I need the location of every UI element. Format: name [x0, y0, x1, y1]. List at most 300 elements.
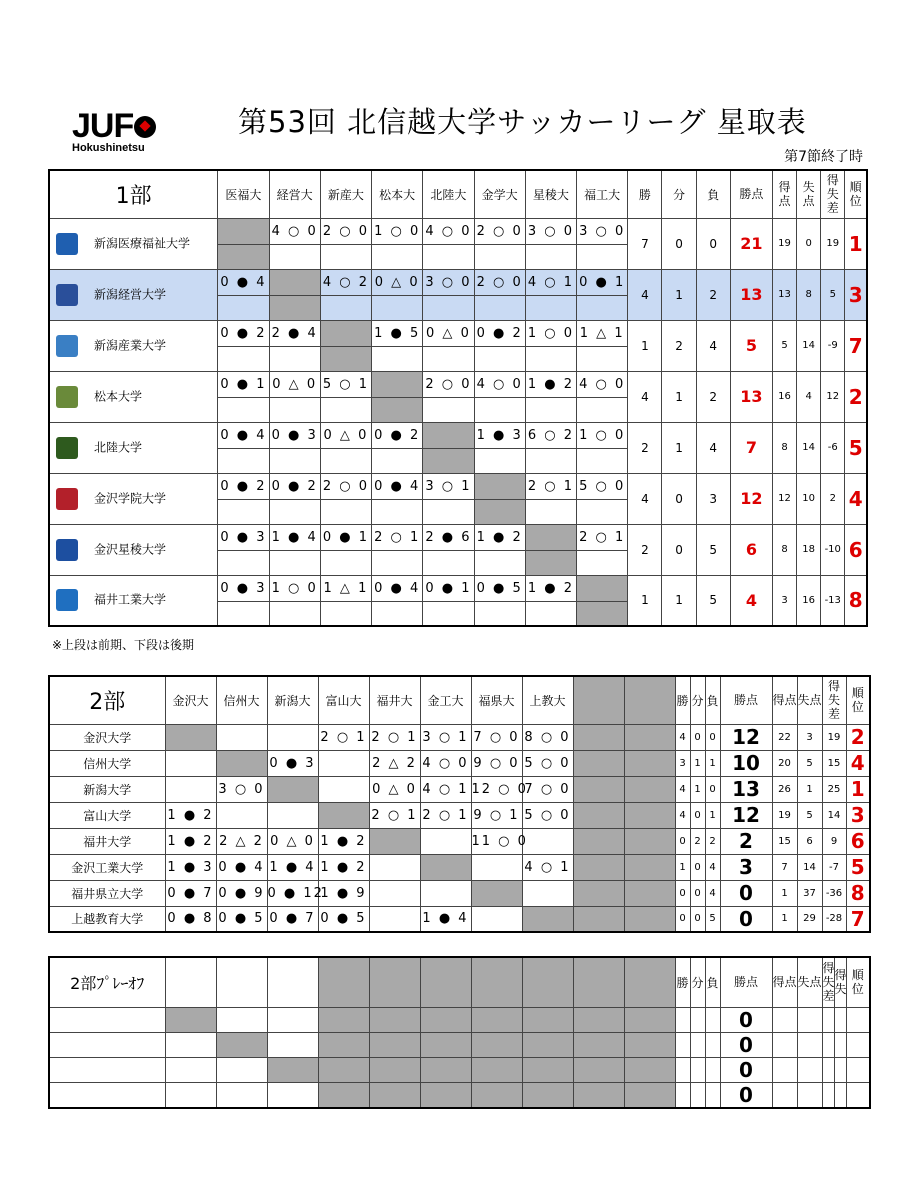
score-cell-first-half: 0 △ 0	[372, 269, 423, 295]
points-cell: 13	[720, 776, 772, 802]
losses-cell: 5	[696, 575, 730, 626]
blank-match-cell	[573, 880, 624, 906]
score-cell: 1 ● 4	[267, 854, 318, 880]
goals-against-cell: 5	[797, 802, 822, 828]
score-cell-second-half	[423, 244, 474, 269]
stat-header: 勝点	[720, 676, 772, 724]
score-cell-first-half: 2 ○ 0	[423, 371, 474, 397]
score-cell	[267, 1082, 318, 1108]
note-text: ※上段は前期、下段は後期	[52, 638, 195, 652]
points-cell: 12	[720, 802, 772, 828]
score-cell-second-half	[423, 397, 474, 422]
goal-difference-cell: 15	[822, 750, 846, 776]
blank-match-cell	[573, 828, 624, 854]
column-header	[165, 957, 216, 1007]
score-cell	[216, 724, 267, 750]
self-match-cell	[269, 295, 320, 320]
column-header	[624, 676, 675, 724]
points-cell: 5	[730, 320, 772, 371]
score-cell-first-half: 0 ● 5	[474, 575, 525, 601]
score-cell-first-half: 3 ○ 1	[423, 473, 474, 499]
goals-against-cell: 3	[797, 724, 822, 750]
score-cell-second-half	[320, 244, 371, 269]
rank-cell: 4	[846, 750, 870, 776]
team-emblem-icon	[56, 589, 78, 611]
losses-cell: 4	[696, 320, 730, 371]
self-match-cell	[372, 397, 423, 422]
score-cell-first-half: 6 ○ 2	[525, 422, 576, 448]
playoff-table	[48, 956, 871, 1109]
column-header: 金工大	[420, 676, 471, 724]
score-cell-first-half: 4 ○ 2	[320, 269, 371, 295]
team-name-cell	[49, 218, 218, 269]
division1-header-row	[49, 170, 867, 218]
goals-for-cell: 19	[772, 802, 797, 828]
score-cell-second-half	[525, 346, 576, 371]
rank-cell: 8	[846, 880, 870, 906]
goals-for-cell: 5	[772, 320, 796, 371]
goal-difference-cell	[822, 1032, 834, 1057]
wins-cell: 0	[675, 828, 690, 854]
team-emblem-icon	[56, 488, 78, 510]
stat-header: 勝	[628, 170, 662, 218]
score-cell: 0 ● 12	[267, 880, 318, 906]
score-cell-second-half	[423, 601, 474, 626]
self-match-cell	[269, 269, 320, 295]
score-cell: 0 ● 5	[318, 906, 369, 932]
score-cell: 2 ○ 1	[369, 802, 420, 828]
column-header: 福井大	[369, 676, 420, 724]
score-cell-first-half: 3 ○ 0	[423, 269, 474, 295]
table-row	[49, 750, 870, 776]
score-cell	[522, 880, 573, 906]
score-cell-second-half	[218, 346, 269, 371]
losses-cell: 0	[696, 218, 730, 269]
blank-match-cell	[369, 1007, 420, 1032]
goals-for-cell: 13	[772, 269, 796, 320]
score-cell-second-half	[269, 397, 320, 422]
goals-for-cell	[772, 1057, 797, 1082]
column-header	[522, 957, 573, 1007]
points-cell: 6	[730, 524, 772, 575]
table-row	[49, 880, 870, 906]
self-match-cell	[474, 473, 525, 499]
wins-cell: 1	[628, 320, 662, 371]
rank-cell: 1	[845, 218, 867, 269]
team-emblem-icon	[56, 284, 78, 306]
column-header: 医福大	[218, 170, 269, 218]
wins-cell: 4	[628, 473, 662, 524]
goal-difference-cell: -9	[821, 320, 845, 371]
goals-for-cell	[772, 1007, 797, 1032]
goals-against-cell	[797, 1057, 822, 1082]
rank-cell: 5	[846, 854, 870, 880]
score-cell-first-half: 0 ● 1	[423, 575, 474, 601]
score-cell-first-half: 0 ● 1	[320, 524, 371, 550]
table-row	[49, 269, 867, 295]
draws-cell: 0	[690, 906, 705, 932]
stat-header: 順位	[846, 676, 870, 724]
score-cell-first-half: 1 ● 5	[372, 320, 423, 346]
score-cell-second-half	[474, 448, 525, 473]
division1-label: 1部	[49, 170, 218, 218]
rank-cell: 6	[846, 828, 870, 854]
goal-difference-cell: -10	[821, 524, 845, 575]
self-match-cell	[320, 320, 371, 346]
goals-against-cell: 5	[797, 750, 822, 776]
stat-header: 得失差	[821, 170, 845, 218]
score-cell: 5 ○ 0	[522, 750, 573, 776]
score-cell-second-half	[269, 244, 320, 269]
column-header: 新潟大	[267, 676, 318, 724]
score-cell	[420, 828, 471, 854]
score-cell-first-half: 4 ○ 0	[577, 371, 628, 397]
score-cell-first-half: 0 △ 0	[269, 371, 320, 397]
score-cell: 8 ○ 0	[522, 724, 573, 750]
score-cell-second-half	[218, 499, 269, 524]
score-cell-first-half: 0 ● 4	[218, 269, 269, 295]
rank-cell: 2	[846, 724, 870, 750]
score-cell-second-half	[525, 601, 576, 626]
score-cell: 1 ● 2	[318, 828, 369, 854]
goal-difference-cell	[822, 1082, 834, 1108]
score-cell-first-half: 1 ● 4	[269, 524, 320, 550]
team-name: 信州大学	[49, 750, 165, 776]
score-cell-second-half	[320, 397, 371, 422]
blank-match-cell	[522, 1032, 573, 1057]
losses-cell: 4	[696, 422, 730, 473]
column-header	[216, 957, 267, 1007]
blank-match-cell	[624, 1007, 675, 1032]
score-cell-second-half	[577, 397, 628, 422]
score-cell-second-half	[525, 295, 576, 320]
blank-match-cell	[267, 1057, 318, 1082]
draws-cell: 1	[690, 776, 705, 802]
score-cell-first-half: 0 ● 2	[269, 473, 320, 499]
column-header: 信州大	[216, 676, 267, 724]
points-cell: 10	[720, 750, 772, 776]
team-name	[49, 1082, 165, 1108]
logo-subtext: Hokushinetsu	[72, 142, 145, 154]
score-cell-second-half	[525, 448, 576, 473]
score-cell: 3 ○ 0	[216, 776, 267, 802]
losses-cell: 2	[696, 269, 730, 320]
blank-match-cell	[573, 802, 624, 828]
team-name: 新潟大学	[49, 776, 165, 802]
self-match-cell	[474, 499, 525, 524]
stat-header: 分	[662, 170, 696, 218]
blank-match-cell	[369, 1057, 420, 1082]
goal-difference-cell: 5	[821, 269, 845, 320]
team-name	[49, 1032, 165, 1057]
score-cell: 0 ● 4	[216, 854, 267, 880]
score-cell-second-half	[372, 499, 423, 524]
score-cell	[216, 1057, 267, 1082]
blank-match-cell	[522, 1057, 573, 1082]
team-name: 金沢工業大学	[49, 854, 165, 880]
score-cell-second-half	[372, 295, 423, 320]
blank-match-cell	[624, 750, 675, 776]
column-header: 富山大	[318, 676, 369, 724]
losses-cell: 5	[696, 524, 730, 575]
score-cell-first-half: 1 ● 2	[525, 371, 576, 397]
blank-match-cell	[624, 880, 675, 906]
draws-cell: 0	[662, 218, 696, 269]
rank-cell: 5	[845, 422, 867, 473]
draws-cell: 1	[662, 269, 696, 320]
team-name: 上越教育大学	[49, 906, 165, 932]
points-cell: 2	[720, 828, 772, 854]
points-cell: 7	[730, 422, 772, 473]
points-cell: 0	[720, 1032, 772, 1057]
wins-cell	[675, 1057, 690, 1082]
score-cell-second-half	[474, 244, 525, 269]
blank-match-cell	[624, 724, 675, 750]
goals-for-cell: 26	[772, 776, 797, 802]
score-cell-second-half	[577, 499, 628, 524]
wins-cell	[675, 1032, 690, 1057]
table-row	[49, 828, 870, 854]
wins-cell: 4	[675, 802, 690, 828]
team-name: 新潟経営大学	[94, 287, 167, 301]
column-header: 福県大	[471, 676, 522, 724]
losses-cell: 4	[705, 880, 720, 906]
goal-difference-cell	[834, 1082, 846, 1108]
blank-match-cell	[624, 854, 675, 880]
team-name-cell	[49, 473, 218, 524]
score-cell	[165, 1057, 216, 1082]
column-header: 金学大	[474, 170, 525, 218]
ball-icon	[134, 116, 156, 138]
score-cell	[318, 776, 369, 802]
score-cell	[369, 854, 420, 880]
self-match-cell	[320, 346, 371, 371]
goal-difference-cell: 25	[822, 776, 846, 802]
self-match-cell	[577, 601, 628, 626]
points-cell: 0	[720, 1082, 772, 1108]
stat-header: 勝点	[720, 957, 772, 1007]
score-cell-first-half: 0 △ 0	[423, 320, 474, 346]
self-match-cell	[577, 575, 628, 601]
score-cell-second-half	[320, 499, 371, 524]
blank-match-cell	[165, 724, 216, 750]
score-cell-second-half	[320, 601, 371, 626]
goals-against-cell: 4	[797, 371, 821, 422]
goals-against-cell: 29	[797, 906, 822, 932]
blank-match-cell	[267, 776, 318, 802]
division2-table	[48, 675, 871, 933]
blank-match-cell	[624, 828, 675, 854]
score-cell-second-half	[474, 601, 525, 626]
score-cell: 0 △ 0	[267, 828, 318, 854]
score-cell-second-half	[474, 346, 525, 371]
losses-cell: 1	[705, 750, 720, 776]
score-cell	[369, 880, 420, 906]
wins-cell: 4	[675, 776, 690, 802]
score-cell: 2 ○ 1	[420, 802, 471, 828]
team-emblem-icon	[56, 539, 78, 561]
goals-for-cell: 8	[772, 422, 796, 473]
blank-match-cell	[522, 906, 573, 932]
score-cell-first-half: 0 ● 4	[218, 422, 269, 448]
goals-against-cell	[797, 1032, 822, 1057]
goals-for-cell: 8	[772, 524, 796, 575]
losses-cell: 5	[705, 906, 720, 932]
goal-difference-cell: -7	[822, 854, 846, 880]
draws-cell: 2	[662, 320, 696, 371]
score-cell-first-half: 0 ● 2	[218, 473, 269, 499]
blank-match-cell	[624, 1032, 675, 1057]
blank-match-cell	[573, 906, 624, 932]
table-row	[49, 776, 870, 802]
score-cell: 1 ● 9	[318, 880, 369, 906]
score-cell-first-half: 0 △ 0	[320, 422, 371, 448]
score-cell-first-half: 1 ○ 0	[525, 320, 576, 346]
score-cell-second-half	[320, 550, 371, 575]
score-cell-second-half	[423, 499, 474, 524]
stat-header: 得失差	[822, 957, 834, 1007]
team-name: 北陸大学	[94, 440, 143, 454]
self-match-cell	[218, 218, 269, 244]
draws-cell: 1	[662, 575, 696, 626]
wins-cell: 1	[675, 854, 690, 880]
score-cell: 7 ○ 0	[471, 724, 522, 750]
score-cell-first-half: 0 ● 2	[372, 422, 423, 448]
draws-cell: 0	[690, 854, 705, 880]
score-cell: 1 ● 2	[165, 828, 216, 854]
score-cell-first-half: 4 ○ 0	[474, 371, 525, 397]
rank-cell: 6	[845, 524, 867, 575]
score-cell	[216, 1007, 267, 1032]
draws-cell	[690, 1057, 705, 1082]
blank-match-cell	[420, 1082, 471, 1108]
goals-against-cell	[797, 1082, 822, 1108]
self-match-cell	[423, 422, 474, 448]
self-match-cell	[525, 550, 576, 575]
wins-cell: 0	[675, 906, 690, 932]
score-cell-first-half: 4 ○ 0	[423, 218, 474, 244]
team-name: 新潟産業大学	[94, 338, 167, 352]
points-cell: 12	[720, 724, 772, 750]
score-cell-first-half: 2 ○ 0	[320, 218, 371, 244]
score-cell-first-half: 0 ● 1	[577, 269, 628, 295]
draws-cell: 0	[690, 724, 705, 750]
stat-header: 失点	[797, 957, 822, 1007]
division2-label: 2部	[49, 676, 165, 724]
points-cell: 3	[720, 854, 772, 880]
stat-header: 分	[690, 957, 705, 1007]
score-cell-first-half: 0 ● 1	[218, 371, 269, 397]
column-header: 新産大	[320, 170, 371, 218]
score-cell: 7 ○ 0	[522, 776, 573, 802]
score-cell-first-half: 5 ○ 0	[577, 473, 628, 499]
score-cell: 9 ○ 0	[471, 750, 522, 776]
losses-cell	[705, 1082, 720, 1108]
score-cell: 5 ○ 0	[522, 802, 573, 828]
score-cell-second-half	[474, 550, 525, 575]
score-cell-first-half: 1 △ 1	[320, 575, 371, 601]
division2-header-row	[49, 676, 870, 724]
goals-against-cell	[797, 1007, 822, 1032]
score-cell	[471, 854, 522, 880]
losses-cell: 0	[705, 776, 720, 802]
draws-cell: 0	[690, 880, 705, 906]
score-cell: 0 ● 5	[216, 906, 267, 932]
blank-match-cell	[420, 854, 471, 880]
goal-difference-cell	[834, 1032, 846, 1057]
blank-match-cell	[471, 880, 522, 906]
blank-match-cell	[369, 1082, 420, 1108]
table-row	[49, 320, 867, 346]
wins-cell: 4	[628, 269, 662, 320]
team-name-cell	[49, 269, 218, 320]
goals-for-cell: 20	[772, 750, 797, 776]
points-cell: 0	[720, 880, 772, 906]
score-cell-second-half	[372, 346, 423, 371]
score-cell-first-half: 3 ○ 0	[577, 218, 628, 244]
points-cell: 13	[730, 269, 772, 320]
score-cell	[318, 750, 369, 776]
blank-match-cell	[471, 1007, 522, 1032]
score-cell-second-half	[320, 295, 371, 320]
blank-match-cell	[624, 1057, 675, 1082]
logo-text: JUF	[72, 107, 134, 145]
points-cell: 4	[730, 575, 772, 626]
team-name-cell	[49, 422, 218, 473]
column-header: 経営大	[269, 170, 320, 218]
goal-difference-cell: -6	[821, 422, 845, 473]
goals-against-cell: 6	[797, 828, 822, 854]
goals-for-cell: 22	[772, 724, 797, 750]
table-row	[49, 575, 867, 601]
score-cell: 3 ○ 1	[420, 724, 471, 750]
score-cell: 2 △ 2	[369, 750, 420, 776]
goals-against-cell: 14	[797, 422, 821, 473]
self-match-cell	[423, 448, 474, 473]
column-header: 上教大	[522, 676, 573, 724]
blank-match-cell	[624, 776, 675, 802]
goal-difference-cell	[834, 1057, 846, 1082]
score-cell-second-half	[269, 601, 320, 626]
blank-match-cell	[420, 1057, 471, 1082]
blank-match-cell	[573, 1057, 624, 1082]
score-cell-second-half	[423, 295, 474, 320]
table-row	[49, 802, 870, 828]
goals-against-cell: 14	[797, 854, 822, 880]
score-cell-second-half	[269, 346, 320, 371]
score-cell-first-half: 2 ● 6	[423, 524, 474, 550]
score-cell-first-half: 0 ● 4	[372, 473, 423, 499]
score-cell-first-half: 2 ○ 0	[474, 218, 525, 244]
table-row	[49, 371, 867, 397]
team-emblem-icon	[56, 335, 78, 357]
rank-cell	[846, 1057, 870, 1082]
goals-for-cell: 1	[772, 906, 797, 932]
table-row	[49, 422, 867, 448]
score-cell-first-half: 0 ● 3	[218, 575, 269, 601]
rank-cell: 7	[845, 320, 867, 371]
stat-header: 得失差	[822, 676, 846, 724]
column-header: 星稜大	[525, 170, 576, 218]
blank-match-cell	[318, 1057, 369, 1082]
rank-cell	[846, 1007, 870, 1032]
draws-cell: 0	[690, 802, 705, 828]
column-header	[369, 957, 420, 1007]
score-cell-second-half	[269, 550, 320, 575]
score-cell: 12 ○ 0	[471, 776, 522, 802]
score-cell-first-half: 1 ○ 0	[372, 218, 423, 244]
score-cell: 0 ● 8	[165, 906, 216, 932]
